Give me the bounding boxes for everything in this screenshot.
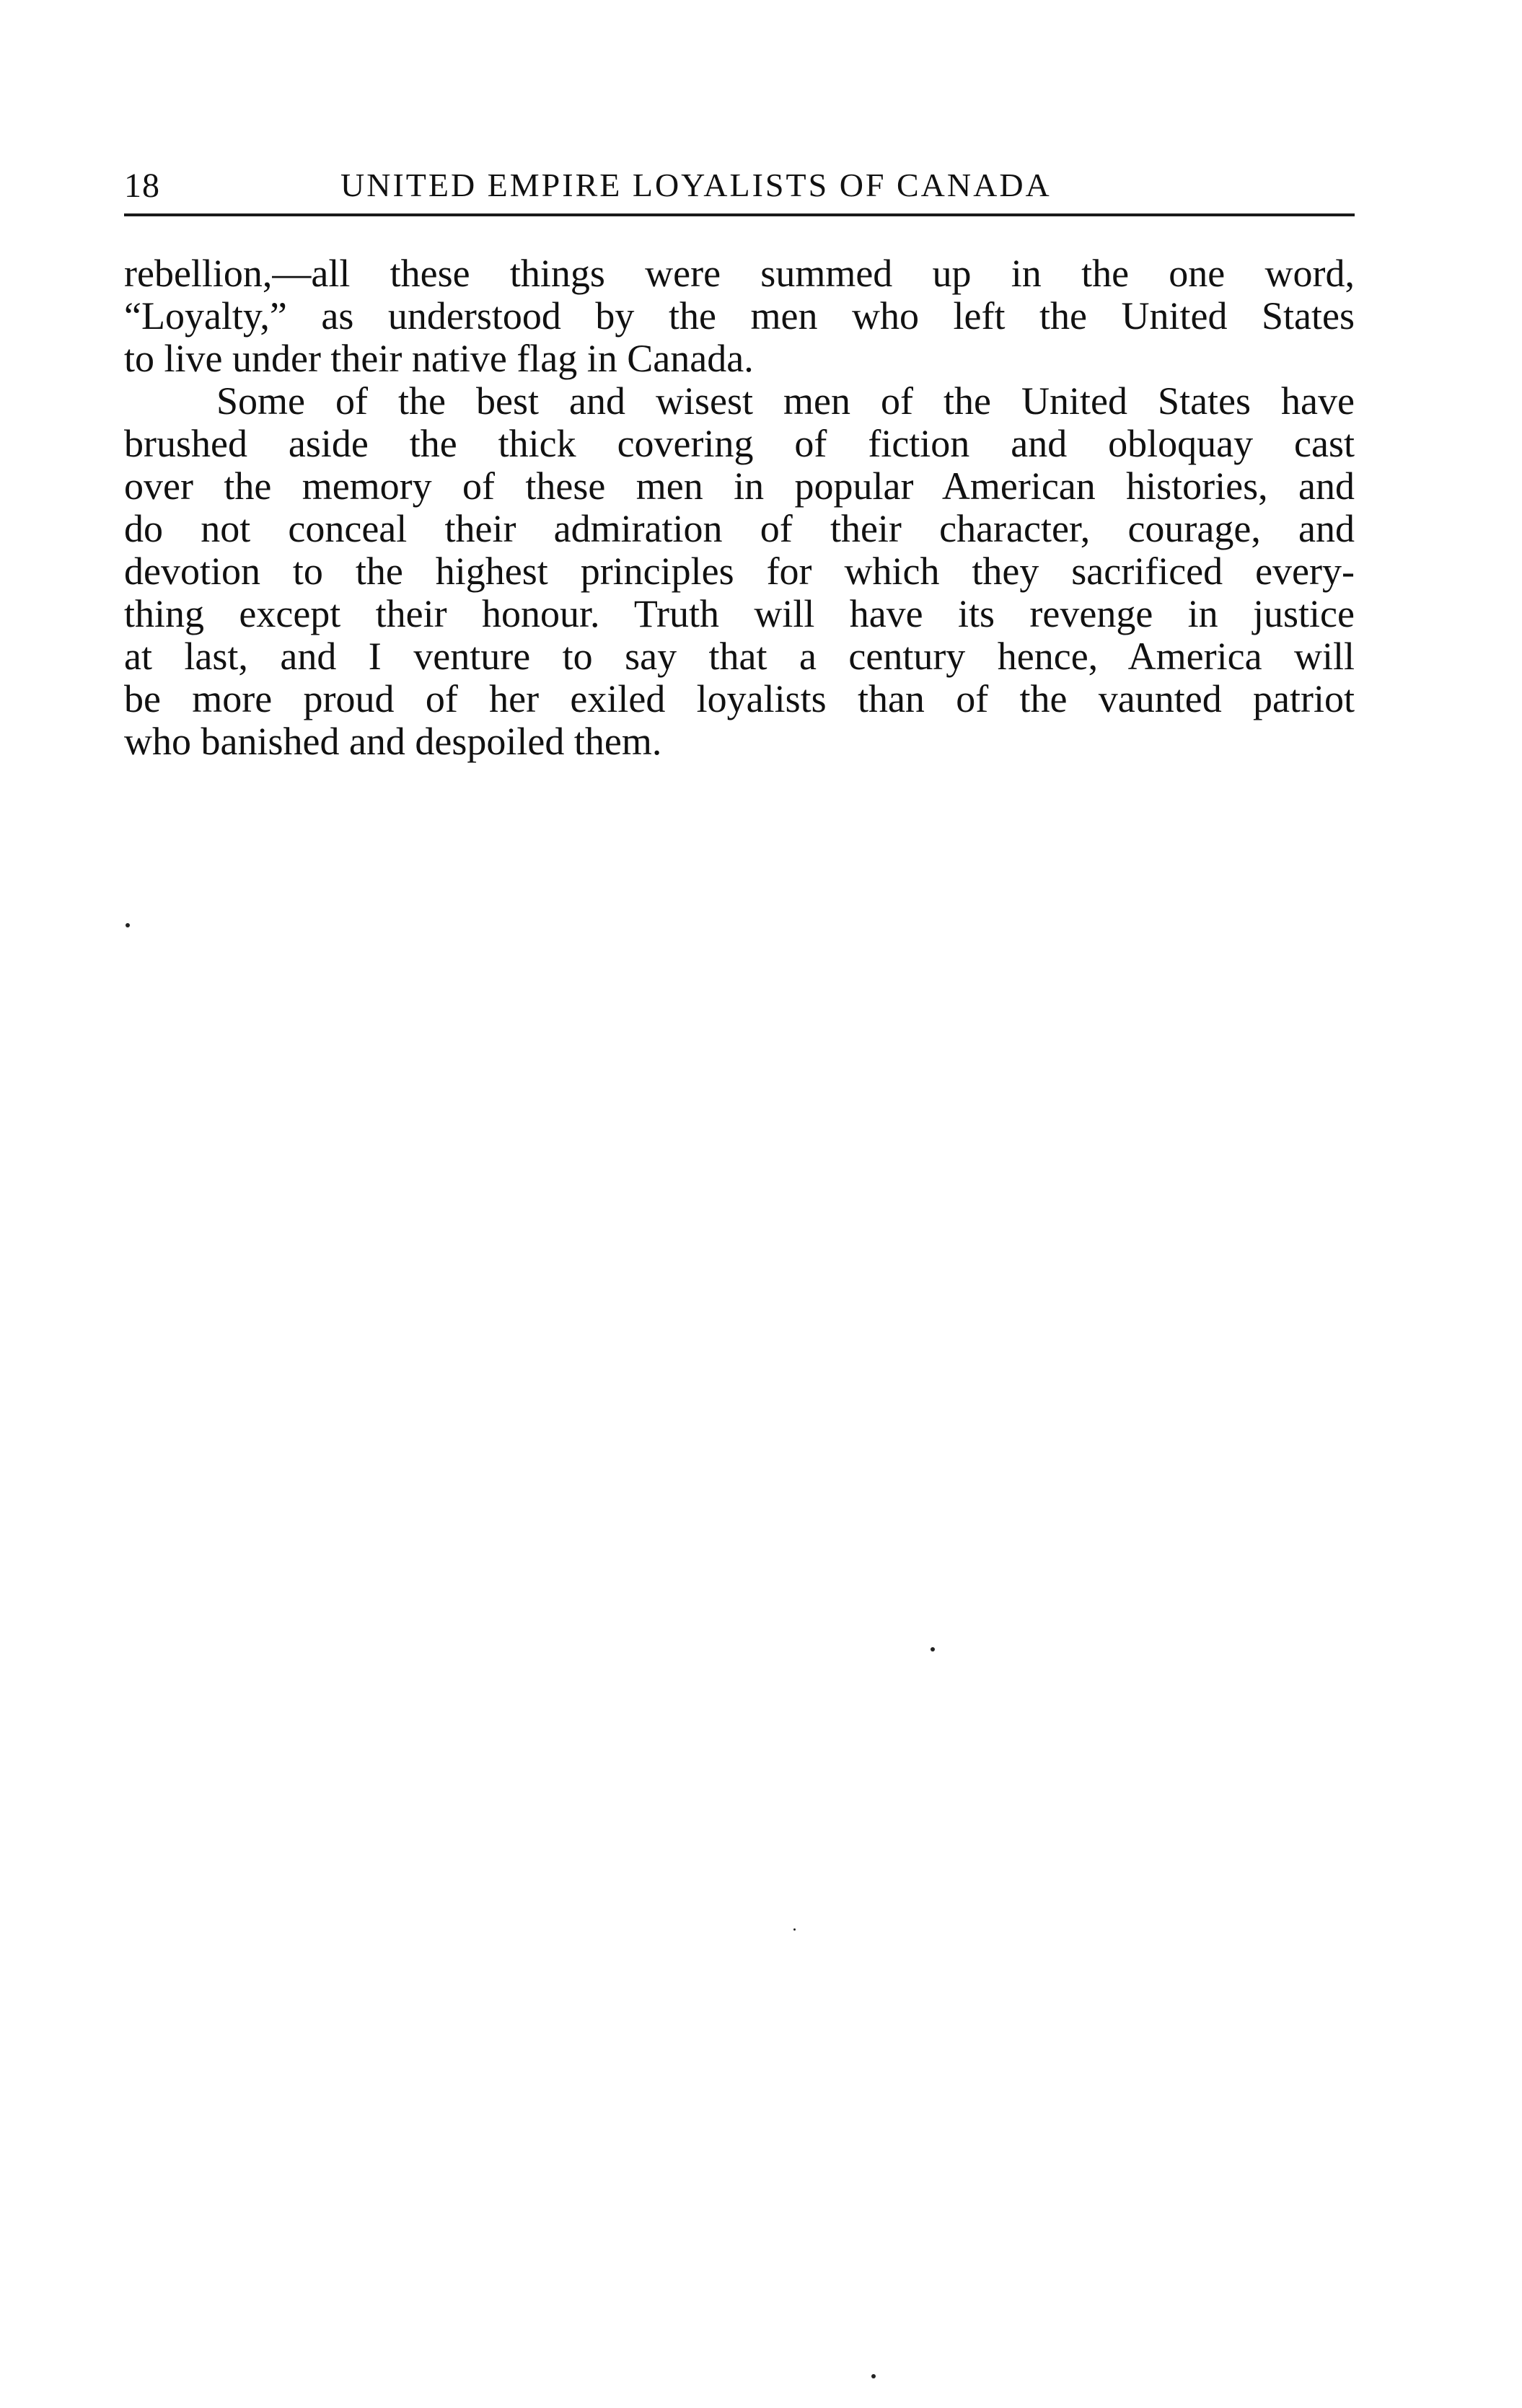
text-line: Some of the best and wisest men of the United States have [216,379,1355,423]
body-text [124,252,1355,763]
text-line: do not conceal their admiration of their character, courage, and [124,507,1355,550]
text-line: brushed aside the thick covering of fiction and obloquay cast [124,422,1355,465]
running-title: UNITED EMPIRE LOYALISTS OF CANADA [340,167,1052,203]
scan-speck [931,1647,935,1651]
running-head [124,162,1355,212]
text-line: over the memory of these men in popular American histories, and [124,464,1355,508]
text-line: who banished and despoiled them. [124,720,662,763]
text-line: “Loyalty,” as understood by the men who left the United States [124,294,1355,338]
text-line: devotion to the highest principles for which they sacrificed every- [124,550,1355,593]
paragraph-1 [124,252,1355,380]
page-number: 18 [124,167,160,205]
text-line: to live under their native flag in Canada. [124,337,754,380]
scan-speck [793,1928,796,1931]
header-rule [124,213,1355,216]
scan-speck [871,2374,876,2378]
paragraph-2 [124,380,1355,763]
text-line: thing except their honour. Truth will have its revenge in justice [124,592,1355,635]
text-line: be more proud of her exiled loyalists than of the vaunted patriot [124,677,1355,720]
text-line: rebellion,—all these things were summed up in the one word, [124,252,1355,295]
text-line: at last, and I venture to say that a century hence, America will [124,635,1355,678]
scan-speck [126,923,130,927]
